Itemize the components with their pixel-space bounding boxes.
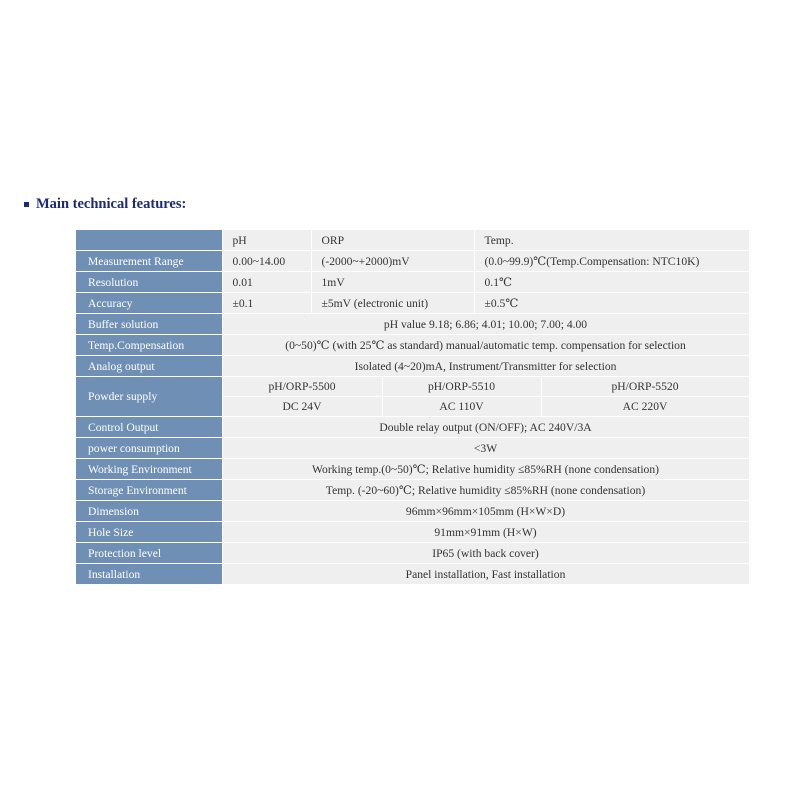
table-header-row xyxy=(76,230,749,251)
row-hole-size xyxy=(76,522,749,543)
row-control-output xyxy=(76,417,749,438)
row-protection-level xyxy=(76,543,749,564)
row-temp-compensation xyxy=(76,335,749,356)
power-consumption-value: <3W xyxy=(222,438,749,459)
label-resolution: Resolution xyxy=(76,272,222,293)
label-storage-environment: Storage Environment xyxy=(76,480,222,501)
model-5520: pH/ORP-5520 xyxy=(541,377,749,397)
square-bullet-icon xyxy=(24,202,29,207)
row-working-environment xyxy=(76,459,749,480)
storage-environment-value: Temp. (-20~60)℃; Relative humidity ≤85%RH (none condensation) xyxy=(222,480,749,501)
installation-value: Panel installation, Fast installation xyxy=(222,564,749,585)
row-installation xyxy=(76,564,749,585)
working-environment-value: Working temp.(0~50)℃; Relative humidity ≤85%RH (none condensation) xyxy=(222,459,749,480)
row-powder-supply-models xyxy=(76,377,749,397)
accuracy-temp: ±0.5℃ xyxy=(474,293,749,314)
resolution-orp: 1mV xyxy=(311,272,474,293)
label-temp-compensation: Temp.Compensation xyxy=(76,335,222,356)
label-buffer-solution: Buffer solution xyxy=(76,314,222,335)
buffer-solution-value: pH value 9.18; 6.86; 4.01; 10.00; 7.00; 4.00 xyxy=(222,314,749,335)
label-dimension: Dimension xyxy=(76,501,222,522)
row-resolution xyxy=(76,272,749,293)
row-dimension xyxy=(76,501,749,522)
label-analog-output: Analog output xyxy=(76,356,222,377)
technical-features-table xyxy=(76,230,750,585)
control-output-value: Double relay output (ON/OFF); AC 240V/3A xyxy=(222,417,749,438)
header-ph: pH xyxy=(222,230,311,251)
row-accuracy xyxy=(76,293,749,314)
measurement-range-ph: 0.00~14.00 xyxy=(222,251,311,272)
accuracy-orp: ±5mV (electronic unit) xyxy=(311,293,474,314)
row-analog-output xyxy=(76,356,749,377)
measurement-range-temp: (0.0~99.9)℃(Temp.Compensation: NTC10K) xyxy=(474,251,749,272)
section-title-text: Main technical features: xyxy=(36,196,187,212)
header-orp: ORP xyxy=(311,230,474,251)
protection-level-value: IP65 (with back cover) xyxy=(222,543,749,564)
label-power-consumption: power consumption xyxy=(76,438,222,459)
resolution-ph: 0.01 xyxy=(222,272,311,293)
label-measurement-range: Measurement Range xyxy=(76,251,222,272)
label-control-output: Control Output xyxy=(76,417,222,438)
accuracy-ph: ±0.1 xyxy=(222,293,311,314)
dimension-value: 96mm×96mm×105mm (H×W×D) xyxy=(222,501,749,522)
model-5510: pH/ORP-5510 xyxy=(382,377,541,397)
label-hole-size: Hole Size xyxy=(76,522,222,543)
temp-compensation-value: (0~50)℃ (with 25℃ as standard) manual/automatic temp. compensation for selection xyxy=(222,335,749,356)
row-storage-environment xyxy=(76,480,749,501)
voltage-5510: AC 110V xyxy=(382,397,541,417)
resolution-temp: 0.1℃ xyxy=(474,272,749,293)
label-working-environment: Working Environment xyxy=(76,459,222,480)
label-powder-supply: Powder supply xyxy=(76,377,222,417)
row-measurement-range xyxy=(76,251,749,272)
label-accuracy: Accuracy xyxy=(76,293,222,314)
model-5500: pH/ORP-5500 xyxy=(222,377,382,397)
analog-output-value: Isolated (4~20)mA, Instrument/Transmitter for selection xyxy=(222,356,749,377)
voltage-5500: DC 24V xyxy=(222,397,382,417)
voltage-5520: AC 220V xyxy=(541,397,749,417)
row-power-consumption xyxy=(76,438,749,459)
row-buffer-solution xyxy=(76,314,749,335)
header-corner-cell xyxy=(76,230,222,251)
hole-size-value: 91mm×91mm (H×W) xyxy=(222,522,749,543)
header-temp: Temp. xyxy=(474,230,749,251)
measurement-range-orp: (-2000~+2000)mV xyxy=(311,251,474,272)
label-protection-level: Protection level xyxy=(76,543,222,564)
label-installation: Installation xyxy=(76,564,222,585)
section-heading xyxy=(24,196,186,213)
